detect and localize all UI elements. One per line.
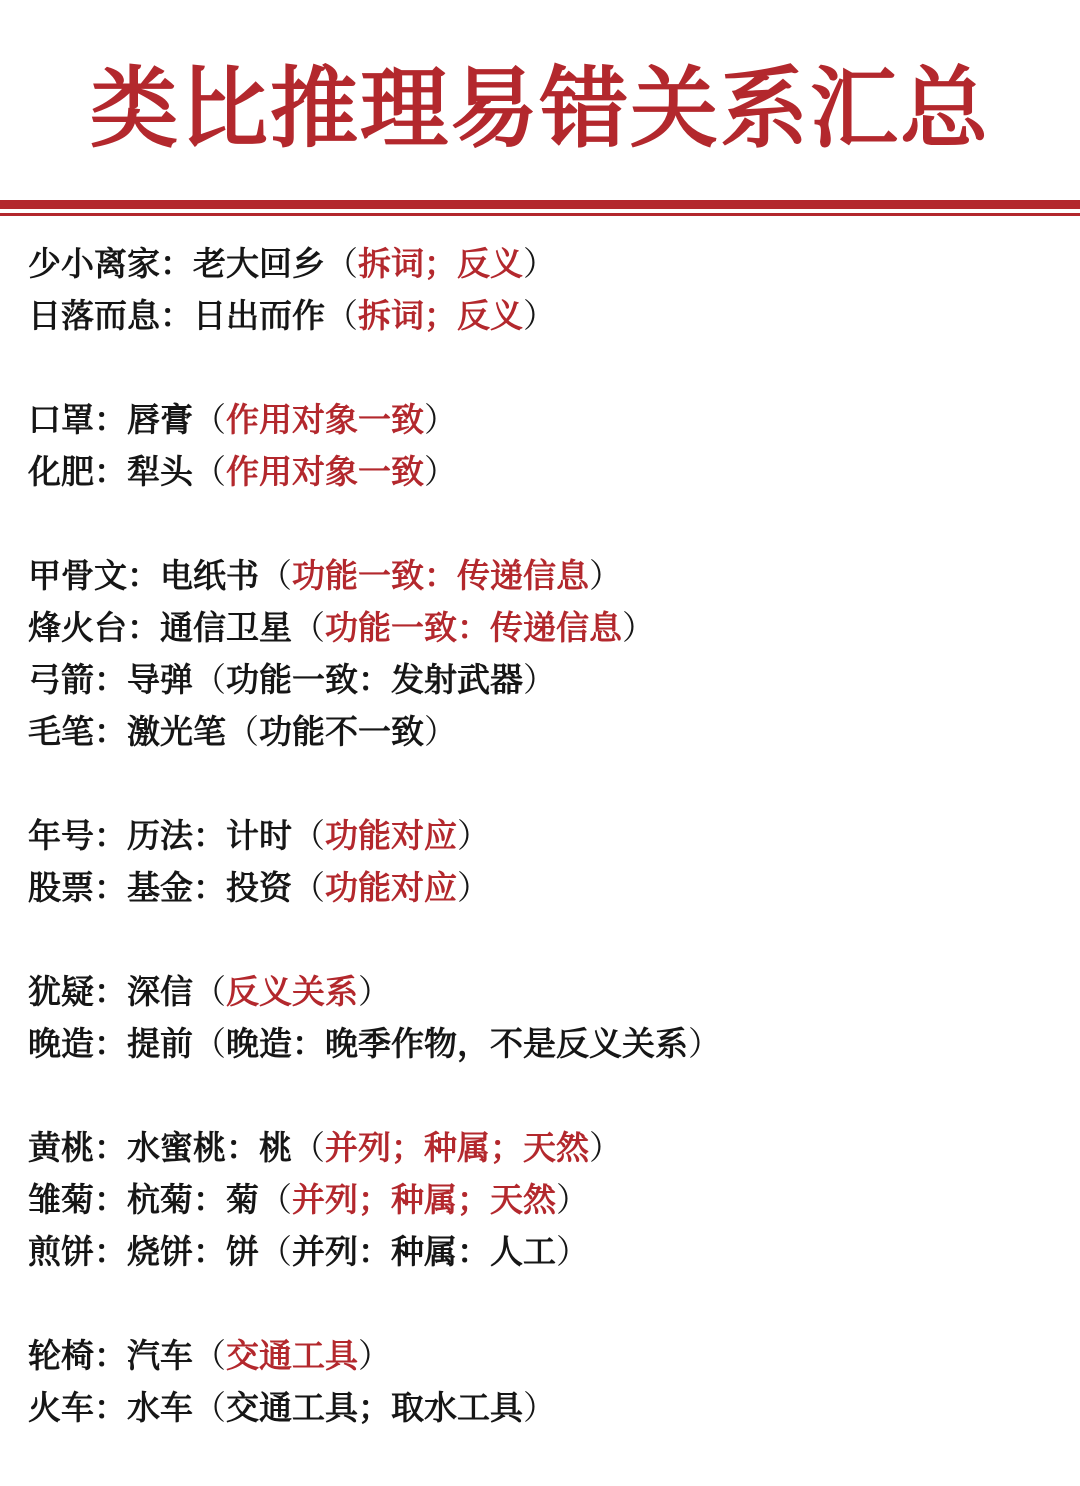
relation-group bbox=[28, 394, 1068, 498]
relation-pair: 化肥：犁头 bbox=[28, 452, 193, 491]
relation-note: 拆词；反义 bbox=[358, 244, 523, 283]
relation-group bbox=[28, 550, 1068, 758]
open-paren: （ bbox=[292, 608, 325, 647]
relation-note: 并列：种属：人工 bbox=[292, 1232, 556, 1271]
relation-note: 交通工具；取水工具 bbox=[226, 1388, 523, 1427]
relation-line bbox=[28, 706, 1068, 758]
relation-note: 交通工具 bbox=[226, 1336, 358, 1375]
close-paren: ） bbox=[523, 1388, 556, 1427]
relation-line bbox=[28, 550, 1068, 602]
open-paren: （ bbox=[193, 660, 226, 699]
relation-note: 并列；种属；天然 bbox=[292, 1180, 556, 1219]
close-paren: ） bbox=[523, 296, 556, 335]
relation-line bbox=[28, 1226, 1068, 1278]
close-paren: ） bbox=[523, 244, 556, 283]
open-paren: （ bbox=[325, 296, 358, 335]
page-title: 类比推理易错关系汇总 bbox=[89, 56, 990, 160]
relation-group bbox=[28, 238, 1068, 342]
open-paren: （ bbox=[226, 712, 259, 751]
relation-note: 晚造：晚季作物，不是反义关系 bbox=[226, 1024, 688, 1063]
close-paren: ） bbox=[556, 1232, 589, 1271]
relation-note: 功能对应 bbox=[325, 868, 457, 907]
relation-line bbox=[28, 654, 1068, 706]
open-paren: （ bbox=[193, 452, 226, 491]
close-paren: ） bbox=[457, 868, 490, 907]
relation-note: 反义关系 bbox=[226, 972, 358, 1011]
open-paren: （ bbox=[259, 1232, 292, 1271]
relation-pair: 黄桃：水蜜桃：桃 bbox=[28, 1128, 292, 1167]
relation-line bbox=[28, 394, 1068, 446]
relation-pair: 弓箭：导弹 bbox=[28, 660, 193, 699]
relation-group bbox=[28, 966, 1068, 1070]
relation-note: 功能对应 bbox=[325, 816, 457, 855]
relation-line bbox=[28, 602, 1068, 654]
relation-pair: 口罩：唇膏 bbox=[28, 400, 193, 439]
open-paren: （ bbox=[292, 816, 325, 855]
title-divider-thin bbox=[0, 213, 1080, 216]
relation-line bbox=[28, 1382, 1068, 1434]
relation-line bbox=[28, 1018, 1068, 1070]
relation-group bbox=[28, 810, 1068, 914]
relation-line bbox=[28, 290, 1068, 342]
open-paren: （ bbox=[193, 1388, 226, 1427]
relation-line bbox=[28, 966, 1068, 1018]
relation-pair: 年号：历法：计时 bbox=[28, 816, 292, 855]
relation-pair: 股票：基金：投资 bbox=[28, 868, 292, 907]
close-paren: ） bbox=[457, 816, 490, 855]
open-paren: （ bbox=[193, 1336, 226, 1375]
relation-group bbox=[28, 1122, 1068, 1278]
relation-pair: 火车：水车 bbox=[28, 1388, 193, 1427]
open-paren: （ bbox=[193, 400, 226, 439]
close-paren: ） bbox=[424, 400, 457, 439]
close-paren: ） bbox=[424, 712, 457, 751]
relation-group bbox=[28, 1330, 1068, 1434]
relation-note: 并列；种属；天然 bbox=[325, 1128, 589, 1167]
relation-note: 拆词；反义 bbox=[358, 296, 523, 335]
close-paren: ） bbox=[358, 1336, 391, 1375]
relation-pair: 日落而息：日出而作 bbox=[28, 296, 325, 335]
open-paren: （ bbox=[259, 1180, 292, 1219]
relation-pair: 晚造：提前 bbox=[28, 1024, 193, 1063]
open-paren: （ bbox=[259, 556, 292, 595]
open-paren: （ bbox=[193, 1024, 226, 1063]
relation-list bbox=[28, 238, 1068, 1486]
relation-note: 功能不一致 bbox=[259, 712, 424, 751]
relation-note: 功能一致：传递信息 bbox=[292, 556, 589, 595]
relation-pair: 雏菊：杭菊：菊 bbox=[28, 1180, 259, 1219]
close-paren: ） bbox=[523, 660, 556, 699]
relation-line bbox=[28, 1122, 1068, 1174]
relation-note: 功能一致：发射武器 bbox=[226, 660, 523, 699]
close-paren: ） bbox=[358, 972, 391, 1011]
relation-pair: 甲骨文：电纸书 bbox=[28, 556, 259, 595]
close-paren: ） bbox=[424, 452, 457, 491]
close-paren: ） bbox=[589, 556, 622, 595]
relation-pair: 犹疑：深信 bbox=[28, 972, 193, 1011]
relation-pair: 轮椅：汽车 bbox=[28, 1336, 193, 1375]
close-paren: ） bbox=[622, 608, 655, 647]
close-paren: ） bbox=[688, 1024, 721, 1063]
relation-line bbox=[28, 1330, 1068, 1382]
open-paren: （ bbox=[292, 1128, 325, 1167]
relation-note: 作用对象一致 bbox=[226, 452, 424, 491]
relation-line bbox=[28, 446, 1068, 498]
close-paren: ） bbox=[556, 1180, 589, 1219]
open-paren: （ bbox=[193, 972, 226, 1011]
relation-pair: 煎饼：烧饼：饼 bbox=[28, 1232, 259, 1271]
relation-pair: 毛笔：激光笔 bbox=[28, 712, 226, 751]
relation-line bbox=[28, 810, 1068, 862]
title-divider-thick bbox=[0, 200, 1080, 209]
relation-line bbox=[28, 862, 1068, 914]
relation-note: 作用对象一致 bbox=[226, 400, 424, 439]
relation-pair: 烽火台：通信卫星 bbox=[28, 608, 292, 647]
open-paren: （ bbox=[292, 868, 325, 907]
close-paren: ） bbox=[589, 1128, 622, 1167]
relation-pair: 少小离家：老大回乡 bbox=[28, 244, 325, 283]
relation-line bbox=[28, 1174, 1068, 1226]
relation-note: 功能一致：传递信息 bbox=[325, 608, 622, 647]
open-paren: （ bbox=[325, 244, 358, 283]
relation-line bbox=[28, 238, 1068, 290]
